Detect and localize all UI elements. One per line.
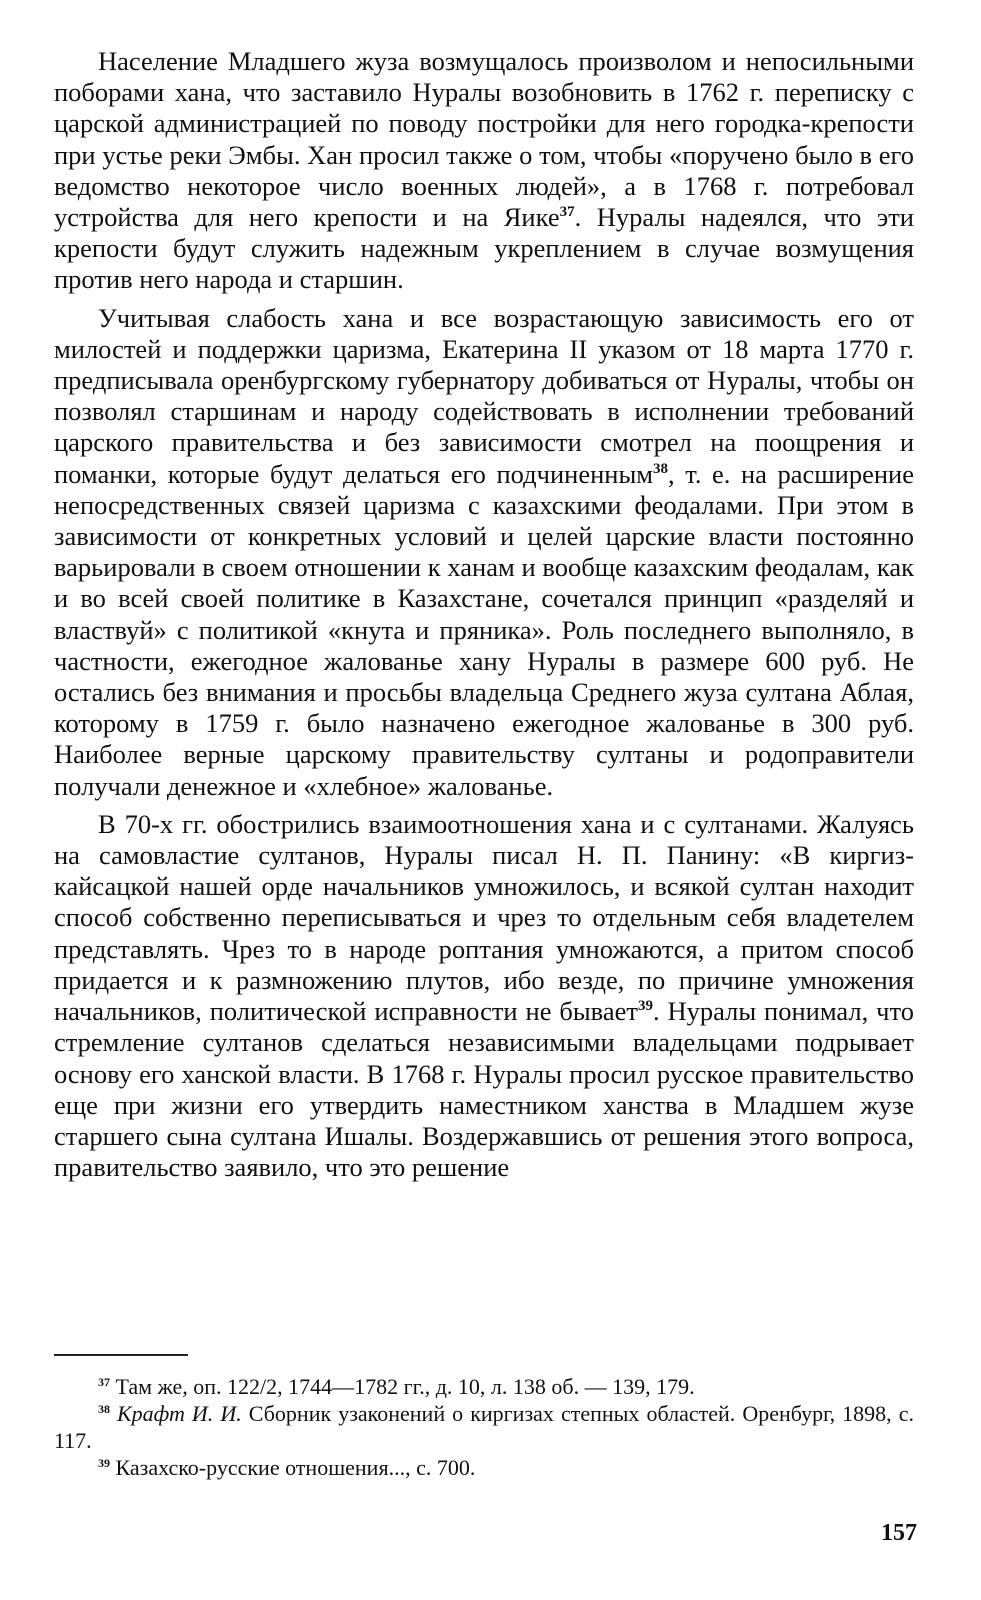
- paragraph-2-text-b: , т. е. на расширение непосредственных связей царизма с казахскими феодалами. При этом в зависимости от конкретных условий и целей царские власти постоянно варьировали в своем отношении к ханам и вообще казахским феодалам, как и во всей своей политике в Казахстане, сочетался принцип «разделяй и властвуй» с политикой «кнута и пряника». Роль последнего выполняло, в частности, ежегодное жалованье хану Нуралы в размере 600 руб. Не остались без внимания и просьбы владельца Среднего жуза султана Аблая, которому в 1759 г. было назначено ежегодное жалованье в 300 руб. Наиболее верные царскому правительству султаны и родоправители получали денежное и «хлебное» жалованье.: [54, 458, 914, 801]
- paragraph-2-text-a: Учитывая слабость хана и все возрастающую зависимость его от милостей и поддержки царизма, Екатерина II указом от 18 марта 1770 г. предписывала оренбургскому губернатору добиваться от Нуралы, чтобы он позволял старшинам и народу содействовать в исполнении требований царского правительства и без зависимости смотрел на поощрения и поманки, которые будут делаться его подчиненным: [54, 302, 914, 489]
- footnote-number: 39: [98, 1456, 110, 1470]
- paragraph-3: [54, 809, 914, 1183]
- footnote-number: 38: [98, 1402, 110, 1416]
- footnote-text: Там же, оп. 122/2, 1744—1782 гг., д. 10, л. 138 об. — 139, 179.: [115, 1374, 695, 1399]
- paragraph-2: [54, 303, 914, 802]
- footnotes: [54, 1373, 914, 1481]
- page-body: [54, 46, 914, 1183]
- footnote-ref-39: 39: [637, 998, 653, 1015]
- footnote-39: [54, 1454, 914, 1481]
- footnote-number: 37: [98, 1375, 110, 1389]
- footnote-text: Казахско-русские отношения..., с. 700.: [115, 1455, 476, 1480]
- footnote-37: [54, 1373, 914, 1400]
- paragraph-3-text-b: . Нуралы понимал, что стремление султанов сделаться независимыми владельцами подрывает основу его ханской власти. В 1768 г. Нуралы просил русское правительство еще при жизни его утвердить наместником ханства в Младшем жузе старшего сына султана Ишалы. Воздержавшись от решения этого вопроса, правительство заявило, что это решение: [54, 996, 914, 1183]
- footnote-ref-38: 38: [653, 460, 669, 477]
- footnote-divider: [54, 1354, 188, 1356]
- footnote-text: Сборник узаконений о киргизах степных областей. Оренбург, 1898, с. 117.: [54, 1401, 914, 1453]
- footnote-ref-37: 37: [559, 204, 575, 221]
- paragraph-1-text-a: Население Младшего жуза возмущалось произволом и непосильными поборами хана, что заставило Нуралы возобновить в 1762 г. переписку с царской администрацией по поводу постройки для него городка-крепости при устье реки Эмбы. Хан просил также о том, чтобы «поручено было в его ведомство некоторое число военных людей», а в 1768 г. потребовал устройства для него крепости и на Яике: [54, 46, 914, 233]
- page-number: 157: [881, 1520, 917, 1546]
- footnote-author: Крафт И. И.: [117, 1401, 242, 1426]
- paragraph-3-text-a: В 70-х гг. обострились взаимоотношения хана и с султанами. Жалуясь на самовластие султанов, Нуралы писал Н. П. Панину: «В киргиз-кайсацкой нашей орде начальников умножилось, и всякой султан находит способ собственно переписываться и чрез то отдельным себя владетелем представлять. Чрез то в народе роптания умножаются, а притом способ придается и к размножению плутов, ибо везде, по причине умножения начальников, политической исправности не бывает: [54, 808, 914, 1027]
- paragraph-1: [54, 46, 914, 296]
- footnote-38: [54, 1400, 914, 1454]
- paragraph-1-text-b: . Нуралы надеялся, что эти крепости будут служить надежным укреплением в случае возмущения против него народа и старшин.: [54, 202, 914, 295]
